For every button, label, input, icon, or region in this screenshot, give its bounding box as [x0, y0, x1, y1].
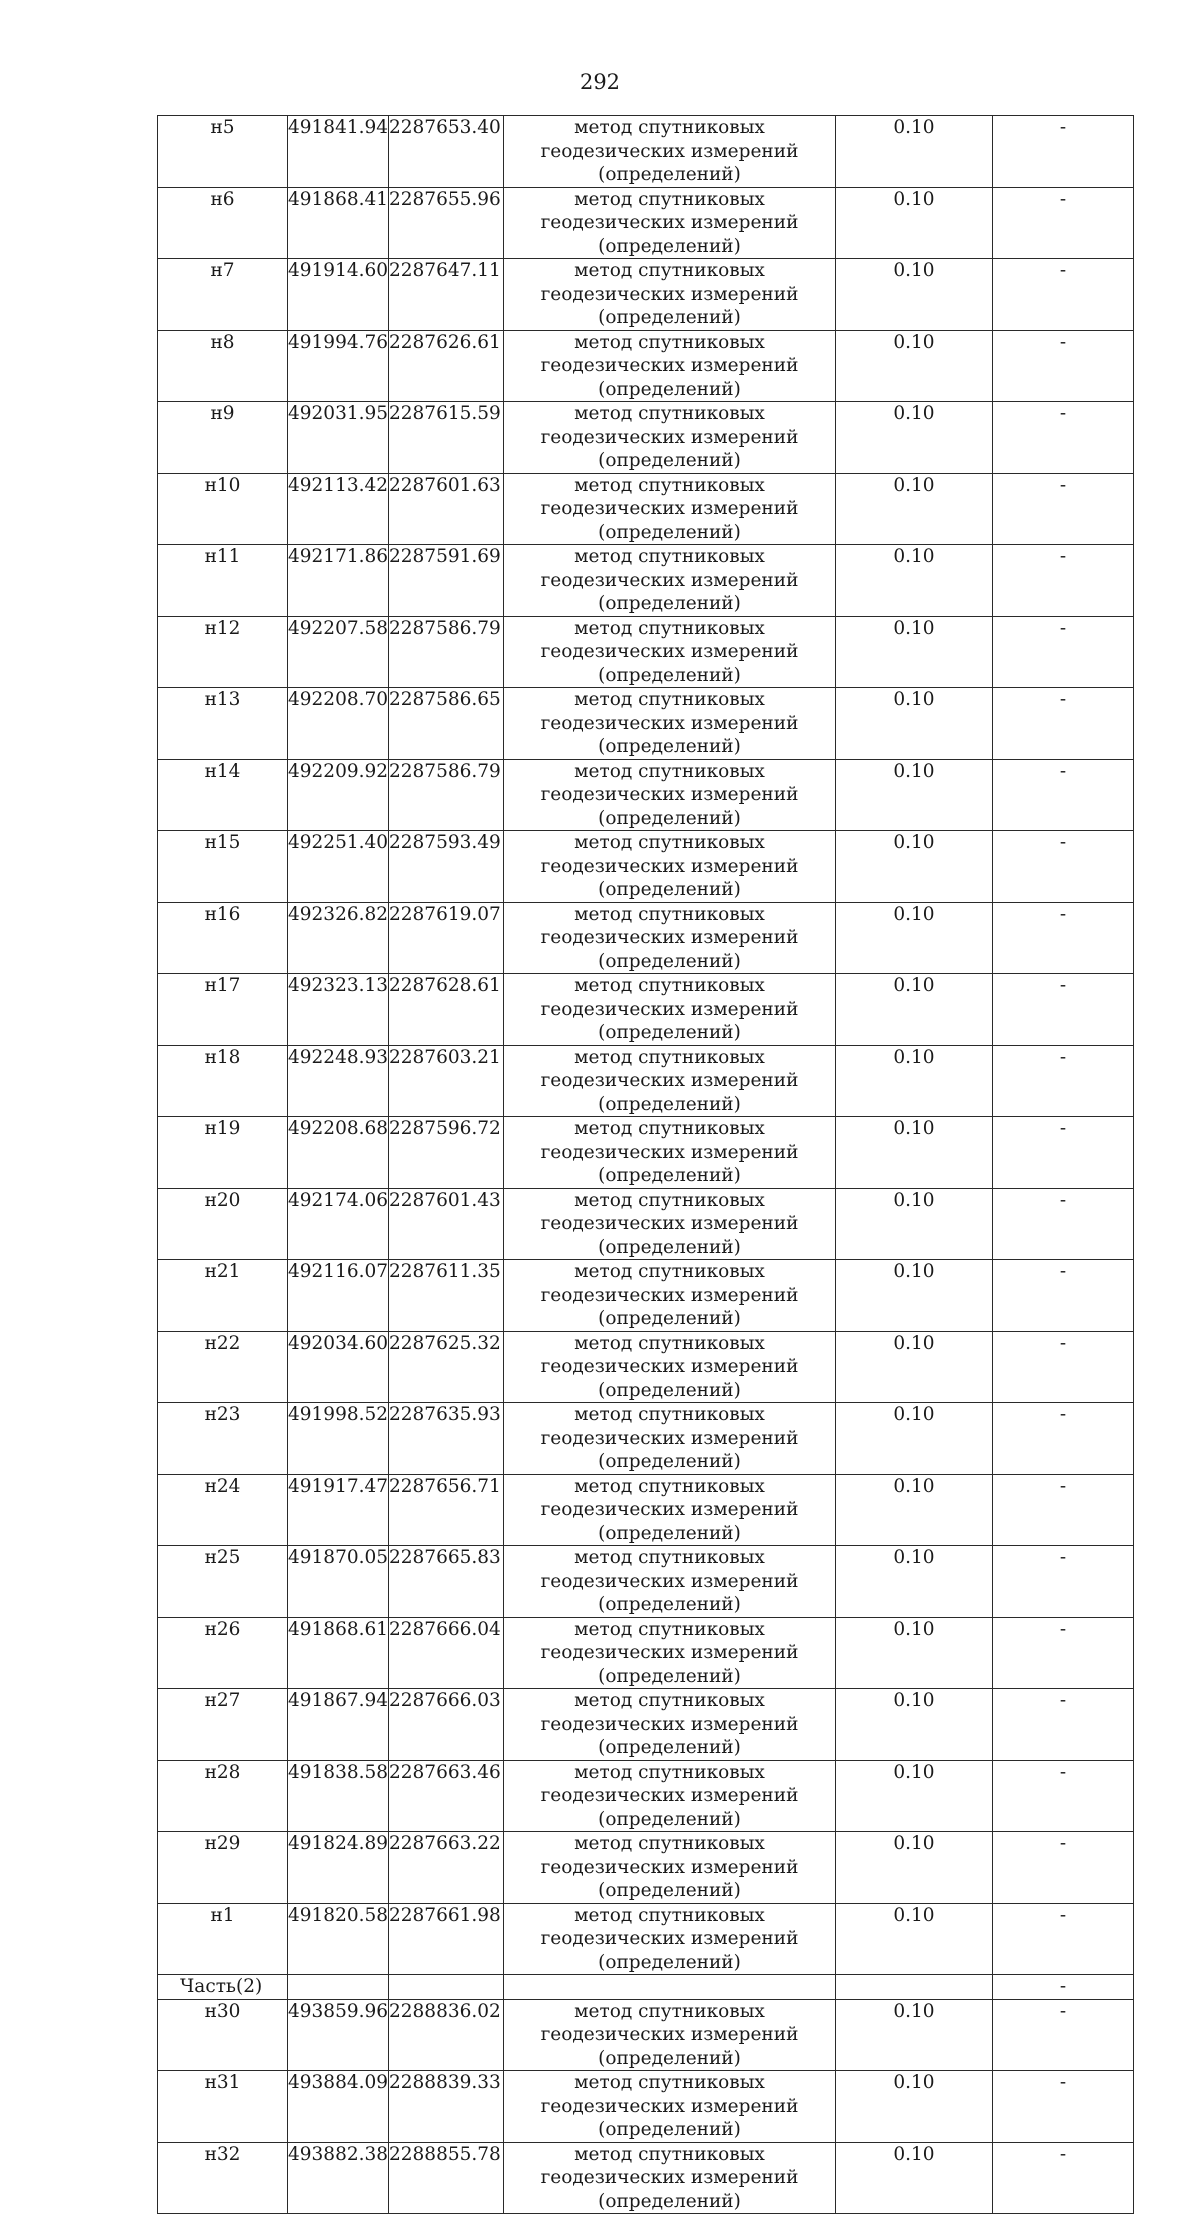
coordinates-table	[157, 115, 1134, 2214]
note-cell: -	[993, 1403, 1134, 1475]
x-coordinate-cell: 491870.05	[288, 1546, 389, 1618]
table-row	[158, 2142, 1134, 2214]
y-coordinate-cell: 2287666.03	[389, 1689, 504, 1761]
accuracy-cell: 0.10	[836, 402, 993, 474]
method-cell: метод спутниковых геодезических измерений (определений)	[504, 759, 836, 831]
note-cell: -	[993, 187, 1134, 259]
x-coordinate-cell: 491867.94	[288, 1689, 389, 1761]
method-cell: метод спутниковых геодезических измерений (определений)	[504, 187, 836, 259]
y-coordinate-cell: 2287653.40	[389, 116, 504, 188]
note-cell: -	[993, 1117, 1134, 1189]
x-coordinate-cell: 492207.58	[288, 616, 389, 688]
y-coordinate-cell	[389, 1975, 504, 2000]
y-coordinate-cell: 2287601.63	[389, 473, 504, 545]
accuracy-cell: 0.10	[836, 116, 993, 188]
table-row	[158, 1832, 1134, 1904]
page-number: 292	[579, 70, 621, 94]
method-cell: метод спутниковых геодезических измерений (определений)	[504, 1546, 836, 1618]
method-cell: метод спутниковых геодезических измерений (определений)	[504, 1260, 836, 1332]
note-cell: -	[993, 1832, 1134, 1904]
table-row	[158, 1117, 1134, 1189]
table-row	[158, 402, 1134, 474]
point-name-cell: н28	[158, 1760, 288, 1832]
table-row	[158, 1188, 1134, 1260]
note-cell: -	[993, 688, 1134, 760]
method-cell: метод спутниковых геодезических измерений (определений)	[504, 1617, 836, 1689]
accuracy-cell: 0.10	[836, 1045, 993, 1117]
x-coordinate-cell: 491824.89	[288, 1832, 389, 1904]
table-body	[158, 116, 1134, 2214]
point-name-cell: н23	[158, 1403, 288, 1475]
point-name-cell: н16	[158, 902, 288, 974]
method-cell	[504, 1975, 836, 2000]
point-name-cell: н8	[158, 330, 288, 402]
table-row	[158, 330, 1134, 402]
accuracy-cell: 0.10	[836, 2071, 993, 2143]
method-cell: метод спутниковых геодезических измерений (определений)	[504, 1188, 836, 1260]
note-cell: -	[993, 259, 1134, 331]
x-coordinate-cell: 492209.92	[288, 759, 389, 831]
y-coordinate-cell: 2287663.22	[389, 1832, 504, 1904]
accuracy-cell: 0.10	[836, 545, 993, 617]
method-cell: метод спутниковых геодезических измерений (определений)	[504, 473, 836, 545]
method-cell: метод спутниковых геодезических измерений (определений)	[504, 688, 836, 760]
method-cell: метод спутниковых геодезических измерений (определений)	[504, 330, 836, 402]
point-name-cell: н6	[158, 187, 288, 259]
method-cell: метод спутниковых геодезических измерений (определений)	[504, 1832, 836, 1904]
accuracy-cell: 0.10	[836, 831, 993, 903]
method-cell: метод спутниковых геодезических измерений (определений)	[504, 974, 836, 1046]
y-coordinate-cell: 2287666.04	[389, 1617, 504, 1689]
table-row	[158, 1617, 1134, 1689]
accuracy-cell: 0.10	[836, 1689, 993, 1761]
method-cell: метод спутниковых геодезических измерений (определений)	[504, 1999, 836, 2071]
x-coordinate-cell: 492248.93	[288, 1045, 389, 1117]
accuracy-cell: 0.10	[836, 688, 993, 760]
note-cell: -	[993, 116, 1134, 188]
y-coordinate-cell: 2287603.21	[389, 1045, 504, 1117]
point-name-cell: н24	[158, 1474, 288, 1546]
accuracy-cell: 0.10	[836, 473, 993, 545]
point-name-cell: н30	[158, 1999, 288, 2071]
y-coordinate-cell: 2287593.49	[389, 831, 504, 903]
method-cell: метод спутниковых геодезических измерений (определений)	[504, 1474, 836, 1546]
table-row	[158, 259, 1134, 331]
point-name-cell: н7	[158, 259, 288, 331]
y-coordinate-cell: 2287626.61	[389, 330, 504, 402]
method-cell: метод спутниковых геодезических измерений (определений)	[504, 616, 836, 688]
table-row	[158, 1331, 1134, 1403]
method-cell: метод спутниковых геодезических измерений (определений)	[504, 2142, 836, 2214]
method-cell: метод спутниковых геодезических измерений (определений)	[504, 831, 836, 903]
x-coordinate-cell: 493884.09	[288, 2071, 389, 2143]
y-coordinate-cell: 2287665.83	[389, 1546, 504, 1618]
method-cell: метод спутниковых геодезических измерений (определений)	[504, 1331, 836, 1403]
note-cell: -	[993, 1331, 1134, 1403]
y-coordinate-cell: 2287586.79	[389, 616, 504, 688]
accuracy-cell: 0.10	[836, 330, 993, 402]
table-row	[158, 1546, 1134, 1618]
note-cell: -	[993, 1903, 1134, 1975]
method-cell: метод спутниковых геодезических измерений (определений)	[504, 1403, 836, 1475]
x-coordinate-cell: 491820.58	[288, 1903, 389, 1975]
x-coordinate-cell	[288, 1975, 389, 2000]
x-coordinate-cell: 491868.41	[288, 187, 389, 259]
note-cell: -	[993, 473, 1134, 545]
note-cell: -	[993, 1617, 1134, 1689]
accuracy-cell: 0.10	[836, 1117, 993, 1189]
x-coordinate-cell: 492171.86	[288, 545, 389, 617]
point-name-cell: н27	[158, 1689, 288, 1761]
point-name-cell: н25	[158, 1546, 288, 1618]
y-coordinate-cell: 2287586.79	[389, 759, 504, 831]
y-coordinate-cell: 2288839.33	[389, 2071, 504, 2143]
point-name-cell: н26	[158, 1617, 288, 1689]
x-coordinate-cell: 491868.61	[288, 1617, 389, 1689]
y-coordinate-cell: 2287611.35	[389, 1260, 504, 1332]
accuracy-cell: 0.10	[836, 759, 993, 831]
method-cell: метод спутниковых геодезических измерений (определений)	[504, 1903, 836, 1975]
table-row	[158, 759, 1134, 831]
note-cell: -	[993, 616, 1134, 688]
accuracy-cell: 0.10	[836, 2142, 993, 2214]
accuracy-cell: 0.10	[836, 259, 993, 331]
point-name-cell: н31	[158, 2071, 288, 2143]
accuracy-cell: 0.10	[836, 902, 993, 974]
point-name-cell: н9	[158, 402, 288, 474]
x-coordinate-cell: 491914.60	[288, 259, 389, 331]
x-coordinate-cell: 493859.96	[288, 1999, 389, 2071]
table-row	[158, 1689, 1134, 1761]
table-row	[158, 116, 1134, 188]
note-cell: -	[993, 2071, 1134, 2143]
x-coordinate-cell: 492208.70	[288, 688, 389, 760]
accuracy-cell: 0.10	[836, 616, 993, 688]
method-cell: метод спутниковых геодезических измерений (определений)	[504, 1760, 836, 1832]
table-row	[158, 1474, 1134, 1546]
table-row	[158, 974, 1134, 1046]
point-name-cell: н11	[158, 545, 288, 617]
table-row	[158, 1903, 1134, 1975]
point-name-cell: н15	[158, 831, 288, 903]
note-cell: -	[993, 1546, 1134, 1618]
accuracy-cell: 0.10	[836, 1999, 993, 2071]
y-coordinate-cell: 2287661.98	[389, 1903, 504, 1975]
point-name-cell: н32	[158, 2142, 288, 2214]
accuracy-cell: 0.10	[836, 1474, 993, 1546]
point-name-cell: н13	[158, 688, 288, 760]
table-row	[158, 1403, 1134, 1475]
y-coordinate-cell: 2287586.65	[389, 688, 504, 760]
method-cell: метод спутниковых геодезических измерений (определений)	[504, 116, 836, 188]
accuracy-cell: 0.10	[836, 187, 993, 259]
accuracy-cell: 0.10	[836, 1617, 993, 1689]
accuracy-cell: 0.10	[836, 1188, 993, 1260]
y-coordinate-cell: 2287601.43	[389, 1188, 504, 1260]
table-row	[158, 1760, 1134, 1832]
section-label: Часть(2)	[158, 1975, 288, 2000]
accuracy-cell: 0.10	[836, 1832, 993, 1904]
point-name-cell: н5	[158, 116, 288, 188]
note-cell: -	[993, 1188, 1134, 1260]
note-cell: -	[993, 974, 1134, 1046]
note-cell: -	[993, 402, 1134, 474]
x-coordinate-cell: 492326.82	[288, 902, 389, 974]
table-row	[158, 473, 1134, 545]
note-cell: -	[993, 1999, 1134, 2071]
point-name-cell: н21	[158, 1260, 288, 1332]
note-cell: -	[993, 759, 1134, 831]
table-row	[158, 1999, 1134, 2071]
table-row	[158, 545, 1134, 617]
y-coordinate-cell: 2288836.02	[389, 1999, 504, 2071]
point-name-cell: н14	[158, 759, 288, 831]
point-name-cell: н12	[158, 616, 288, 688]
x-coordinate-cell: 492174.06	[288, 1188, 389, 1260]
table-row	[158, 831, 1134, 903]
x-coordinate-cell: 492031.95	[288, 402, 389, 474]
method-cell: метод спутниковых геодезических измерений (определений)	[504, 2071, 836, 2143]
accuracy-cell	[836, 1975, 993, 2000]
accuracy-cell: 0.10	[836, 1546, 993, 1618]
note-cell: -	[993, 1689, 1134, 1761]
accuracy-cell: 0.10	[836, 1403, 993, 1475]
note-cell: -	[993, 1474, 1134, 1546]
x-coordinate-cell: 491994.76	[288, 330, 389, 402]
x-coordinate-cell: 491998.52	[288, 1403, 389, 1475]
table-row	[158, 187, 1134, 259]
y-coordinate-cell: 2287596.72	[389, 1117, 504, 1189]
x-coordinate-cell: 491838.58	[288, 1760, 389, 1832]
table-row	[158, 688, 1134, 760]
method-cell: метод спутниковых геодезических измерений (определений)	[504, 402, 836, 474]
method-cell: метод спутниковых геодезических измерений (определений)	[504, 1117, 836, 1189]
note-cell: -	[993, 2142, 1134, 2214]
y-coordinate-cell: 2287619.07	[389, 902, 504, 974]
note-cell: -	[993, 330, 1134, 402]
accuracy-cell: 0.10	[836, 974, 993, 1046]
x-coordinate-cell: 491841.94	[288, 116, 389, 188]
method-cell: метод спутниковых геодезических измерений (определений)	[504, 1689, 836, 1761]
point-name-cell: н29	[158, 1832, 288, 1904]
note-cell: -	[993, 1760, 1134, 1832]
point-name-cell: н20	[158, 1188, 288, 1260]
y-coordinate-cell: 2287591.69	[389, 545, 504, 617]
y-coordinate-cell: 2287628.61	[389, 974, 504, 1046]
point-name-cell: н22	[158, 1331, 288, 1403]
y-coordinate-cell: 2287625.32	[389, 1331, 504, 1403]
point-name-cell: н1	[158, 1903, 288, 1975]
note-cell: -	[993, 1260, 1134, 1332]
x-coordinate-cell: 493882.38	[288, 2142, 389, 2214]
x-coordinate-cell: 491917.47	[288, 1474, 389, 1546]
method-cell: метод спутниковых геодезических измерений (определений)	[504, 545, 836, 617]
x-coordinate-cell: 492323.13	[288, 974, 389, 1046]
table-row	[158, 2071, 1134, 2143]
y-coordinate-cell: 2288855.78	[389, 2142, 504, 2214]
accuracy-cell: 0.10	[836, 1760, 993, 1832]
y-coordinate-cell: 2287663.46	[389, 1760, 504, 1832]
y-coordinate-cell: 2287656.71	[389, 1474, 504, 1546]
x-coordinate-cell: 492034.60	[288, 1331, 389, 1403]
note-cell: -	[993, 902, 1134, 974]
y-coordinate-cell: 2287655.96	[389, 187, 504, 259]
x-coordinate-cell: 492113.42	[288, 473, 389, 545]
note-cell: -	[993, 1975, 1134, 2000]
method-cell: метод спутниковых геодезических измерений (определений)	[504, 259, 836, 331]
table-row	[158, 902, 1134, 974]
method-cell: метод спутниковых геодезических измерений (определений)	[504, 902, 836, 974]
point-name-cell: н18	[158, 1045, 288, 1117]
table-row	[158, 616, 1134, 688]
y-coordinate-cell: 2287647.11	[389, 259, 504, 331]
accuracy-cell: 0.10	[836, 1331, 993, 1403]
point-name-cell: н17	[158, 974, 288, 1046]
accuracy-cell: 0.10	[836, 1260, 993, 1332]
point-name-cell: н10	[158, 473, 288, 545]
point-name-cell: н19	[158, 1117, 288, 1189]
x-coordinate-cell: 492208.68	[288, 1117, 389, 1189]
note-cell: -	[993, 545, 1134, 617]
y-coordinate-cell: 2287635.93	[389, 1403, 504, 1475]
accuracy-cell: 0.10	[836, 1903, 993, 1975]
note-cell: -	[993, 1045, 1134, 1117]
method-cell: метод спутниковых геодезических измерений (определений)	[504, 1045, 836, 1117]
table-row	[158, 1260, 1134, 1332]
x-coordinate-cell: 492251.40	[288, 831, 389, 903]
table-row	[158, 1045, 1134, 1117]
y-coordinate-cell: 2287615.59	[389, 402, 504, 474]
x-coordinate-cell: 492116.07	[288, 1260, 389, 1332]
note-cell: -	[993, 831, 1134, 903]
table-section-row	[158, 1975, 1134, 2000]
